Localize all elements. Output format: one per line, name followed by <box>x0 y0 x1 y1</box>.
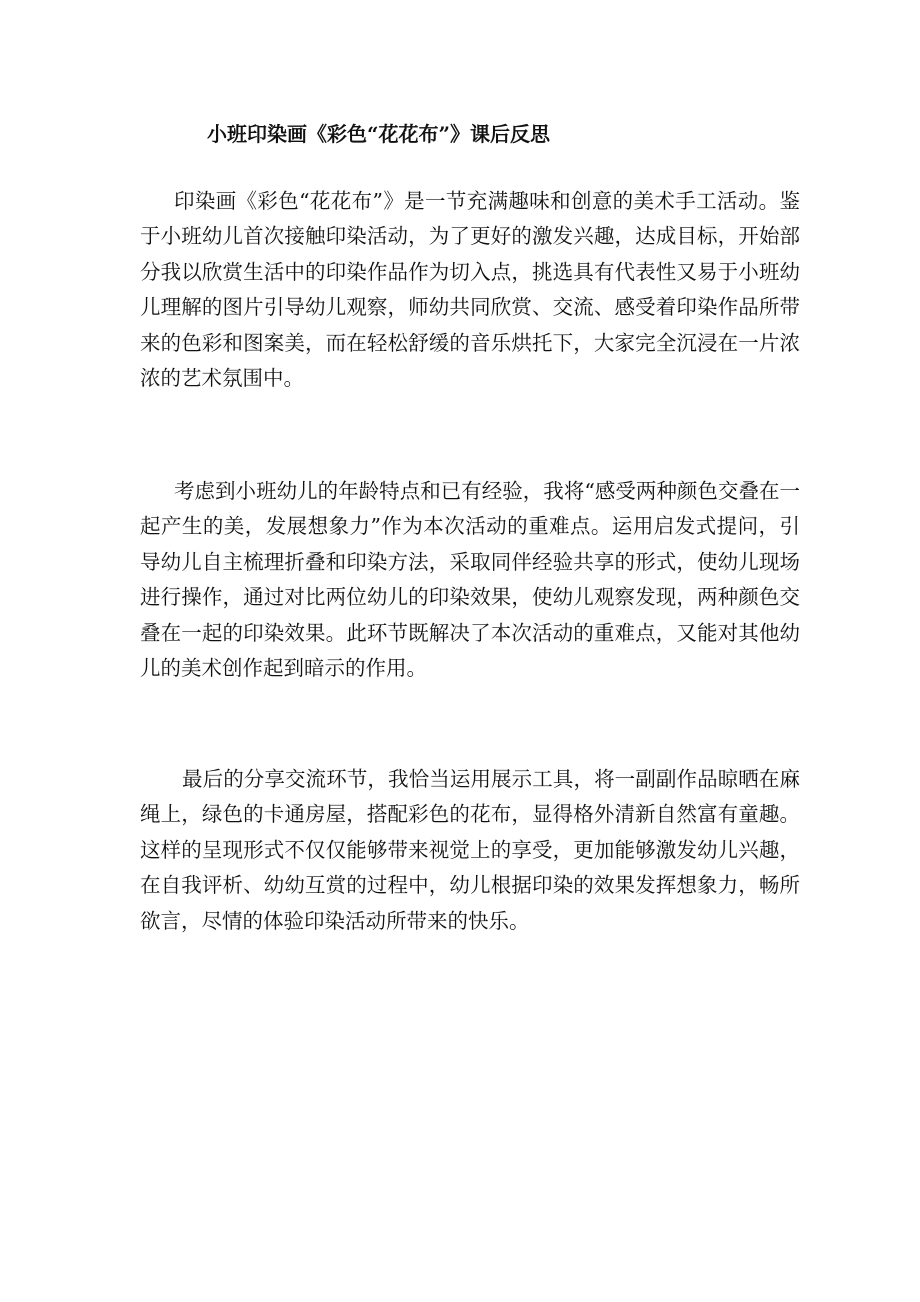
paragraph-sharing: 最后的分享交流环节，我恰当运用展示工具，将一副副作品晾晒在麻绳上，绿色的卡通房屋，搭配彩色的花布，显得格外清新自然富有童趣。这样的呈现形式不仅仅能够带来视觉上的享受，更加能够激发幼儿兴趣，在自我评析、幼幼互赏的过程中，幼儿根据印染的效果发挥想象力，畅所欲言，尽情的体验印染活动所带来的快乐。 <box>140 767 800 933</box>
paragraph-intro: 印染画《彩色“花花布”》是一节充满趣味和创意的美术手工活动。鉴于小班幼儿首次接触印染活动，为了更好的激发兴趣，达成目标，开始部分我以欣赏生活中的印染作品作为切入点，挑选具有代表性又易于小班幼儿理解的图片引导幼儿观察，师幼共同欣赏、交流、感受着印染作品所带来的色彩和图案美，而在轻松舒缓的音乐烘托下，大家完全沉浸在一片浓浓的艺术氛围中。 <box>140 189 800 391</box>
page-title: 小班印染画《彩色“花花布”》课后反思 <box>207 122 551 146</box>
paragraph-key-points: 考虑到小班幼儿的年龄特点和已有经验，我将“感受两种颜色交叠在一起产生的美，发展想象力”作为本次活动的重难点。运用启发式提问，引导幼儿自主梳理折叠和印染方法，采取同伴经验共享的形式，使幼儿现场进行操作，通过对比两位幼儿的印染效果，使幼儿观察发现，两种颜色交叠在一起的印染效果。此环节既解决了本次活动的重难点，又能对其他幼儿的美术创作起到暗示的作用。 <box>140 479 800 681</box>
